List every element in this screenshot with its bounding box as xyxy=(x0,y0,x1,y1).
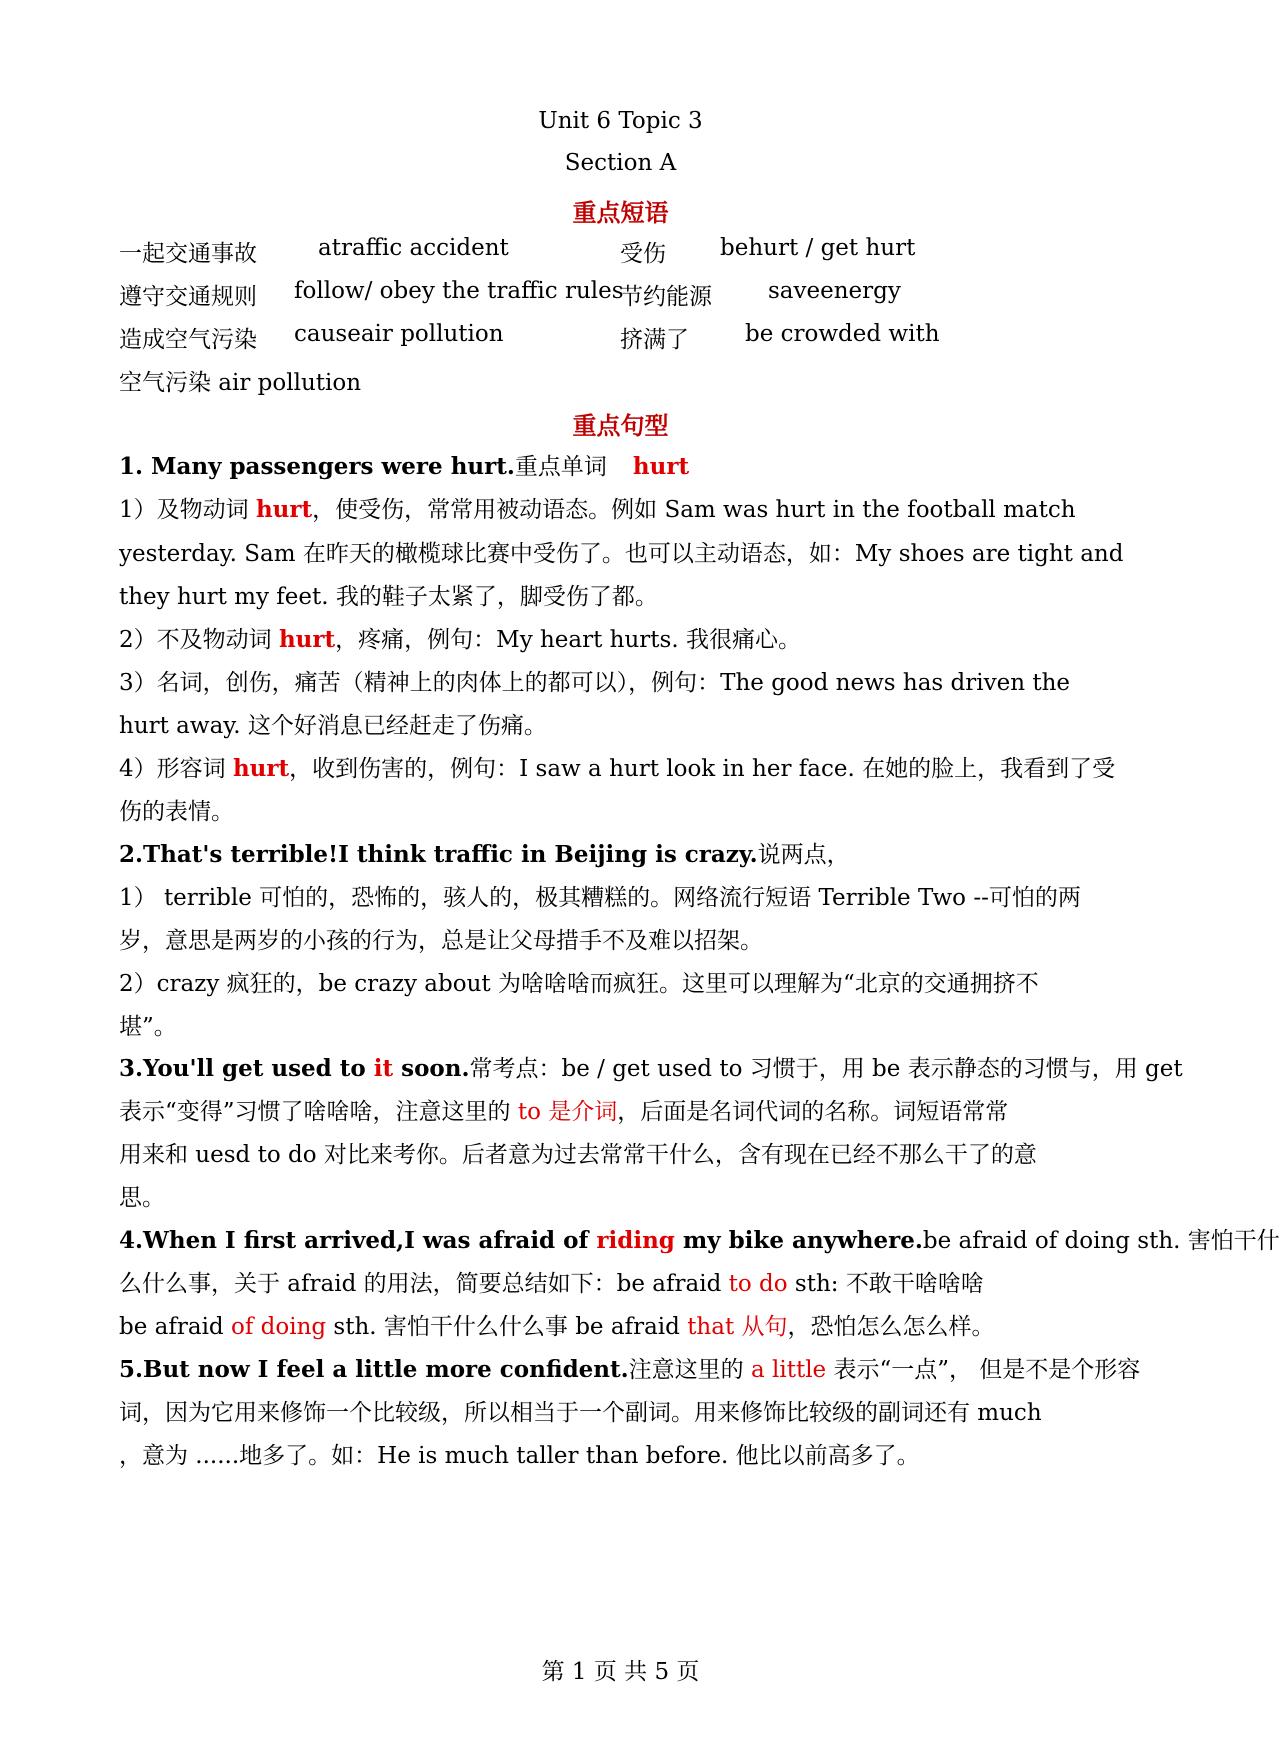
page-footer: 第 1 页 共 5 页 xyxy=(541,1659,700,1685)
sentence-1-title: 1. Many passengers were hurt.重点单词 hurt xyxy=(119,453,690,480)
phrases-heading: 重点短语 xyxy=(572,198,669,227)
text-line: ，意为 ......地多了。如：He is much taller than before. 他比以前高多了。 xyxy=(119,1443,920,1469)
sentences-heading: 重点句型 xyxy=(572,411,669,440)
text-line: 思。 xyxy=(119,1185,165,1211)
phrase-cn: 挤满了 xyxy=(620,327,689,353)
text-line: 表示“变得”习惯了啥啥啥，注意这里的 to 是介词，后面是名词代词的名称。词短语常常 xyxy=(119,1099,1009,1125)
sentence-5-title: 5.But now I feel a little more confident.注意这里的 a little 表示“一点”， 但是不是个形容 xyxy=(119,1356,1141,1383)
phrase-en: behurt / get hurt xyxy=(720,235,916,261)
sentence-1-point-1: 1）及物动词 hurt，使受伤，常常用被动语态。例如 Sam was hurt in the football match xyxy=(119,496,1076,523)
section-title: Section A xyxy=(564,150,677,176)
text-line: hurt away. 这个好消息已经赶走了伤痛。 xyxy=(119,713,547,739)
doc-title: Unit 6 Topic 3 xyxy=(538,108,703,134)
phrase-cn: 受伤 xyxy=(620,241,666,267)
phrase-cn: 节约能源 xyxy=(620,284,712,310)
text-line: be afraid of doing sth. 害怕干什么什么事 be afraid that 从句，恐怕怎么怎么样。 xyxy=(119,1314,995,1340)
sentence-2-title: 2.That's terrible!I think traffic in Beijing is crazy.说两点， xyxy=(119,841,850,868)
text-line: they hurt my feet. 我的鞋子太紧了，脚受伤了都。 xyxy=(119,584,658,610)
sentence-4-title: 4.When I first arrived,I was afraid of riding my bike anywhere.be afraid of doing sth. 害怕干什 xyxy=(119,1227,1280,1254)
text-line: 堪”。 xyxy=(119,1014,177,1040)
phrase-en: be crowded with xyxy=(745,321,940,347)
text-line: 用来和 uesd to do 对比来考你。后者意为过去常常干什么，含有现在已经不那么干了的意 xyxy=(119,1142,1037,1168)
sentence-1-point-3: 3）名词，创伤，痛苦（精神上的肉体上的都可以），例句：The good news has driven the xyxy=(119,670,1070,696)
sentence-2-point-2: 2）crazy 疯狂的，be crazy about 为啥啥啥而疯狂。这里可以理解为“北京的交通拥挤不 xyxy=(119,971,1039,997)
sentence-1-point-4: 4）形容词 hurt，收到伤害的，例句：I saw a hurt look in her face. 在她的脸上，我看到了受 xyxy=(119,755,1116,782)
sentence-2-point-1: 1） terrible 可怕的，恐怖的，骇人的，极其糟糕的。网络流行短语 Terrible Two --可怕的两 xyxy=(119,885,1081,911)
phrase-last: 空气污染 air pollution xyxy=(119,370,362,396)
phrase-en: saveenergy xyxy=(768,278,901,304)
sentence-3-title: 3.You'll get used to it soon.常考点：be / get used to 习惯于，用 be 表示静态的习惯与，用 get xyxy=(119,1055,1183,1082)
text-line: 伤的表情。 xyxy=(119,799,234,825)
phrase-cn: 一起交通事故 xyxy=(119,241,257,267)
phrase-en: causeair pollution xyxy=(294,321,504,347)
text-line: 岁，意思是两岁的小孩的行为，总是让父母措手不及难以招架。 xyxy=(119,928,763,954)
phrase-en: follow/ obey the traffic rules xyxy=(294,278,624,304)
text-line: yesterday. Sam 在昨天的橄榄球比赛中受伤了。也可以主动语态，如：My shoes are tight and xyxy=(119,541,1124,567)
text-line: 词，因为它用来修饰一个比较级，所以相当于一个副词。用来修饰比较级的副词还有 much xyxy=(119,1400,1042,1426)
phrase-cn: 遵守交通规则 xyxy=(119,284,257,310)
phrase-en: atraffic accident xyxy=(318,235,509,261)
sentence-1-point-2: 2）不及物动词 hurt，疼痛，例句：My heart hurts. 我很痛心。 xyxy=(119,626,801,653)
phrase-cn: 造成空气污染 xyxy=(119,327,257,353)
text-line: 么什么事，关于 afraid 的用法，简要总结如下：be afraid to do sth: 不敢干啥啥啥 xyxy=(119,1271,984,1297)
